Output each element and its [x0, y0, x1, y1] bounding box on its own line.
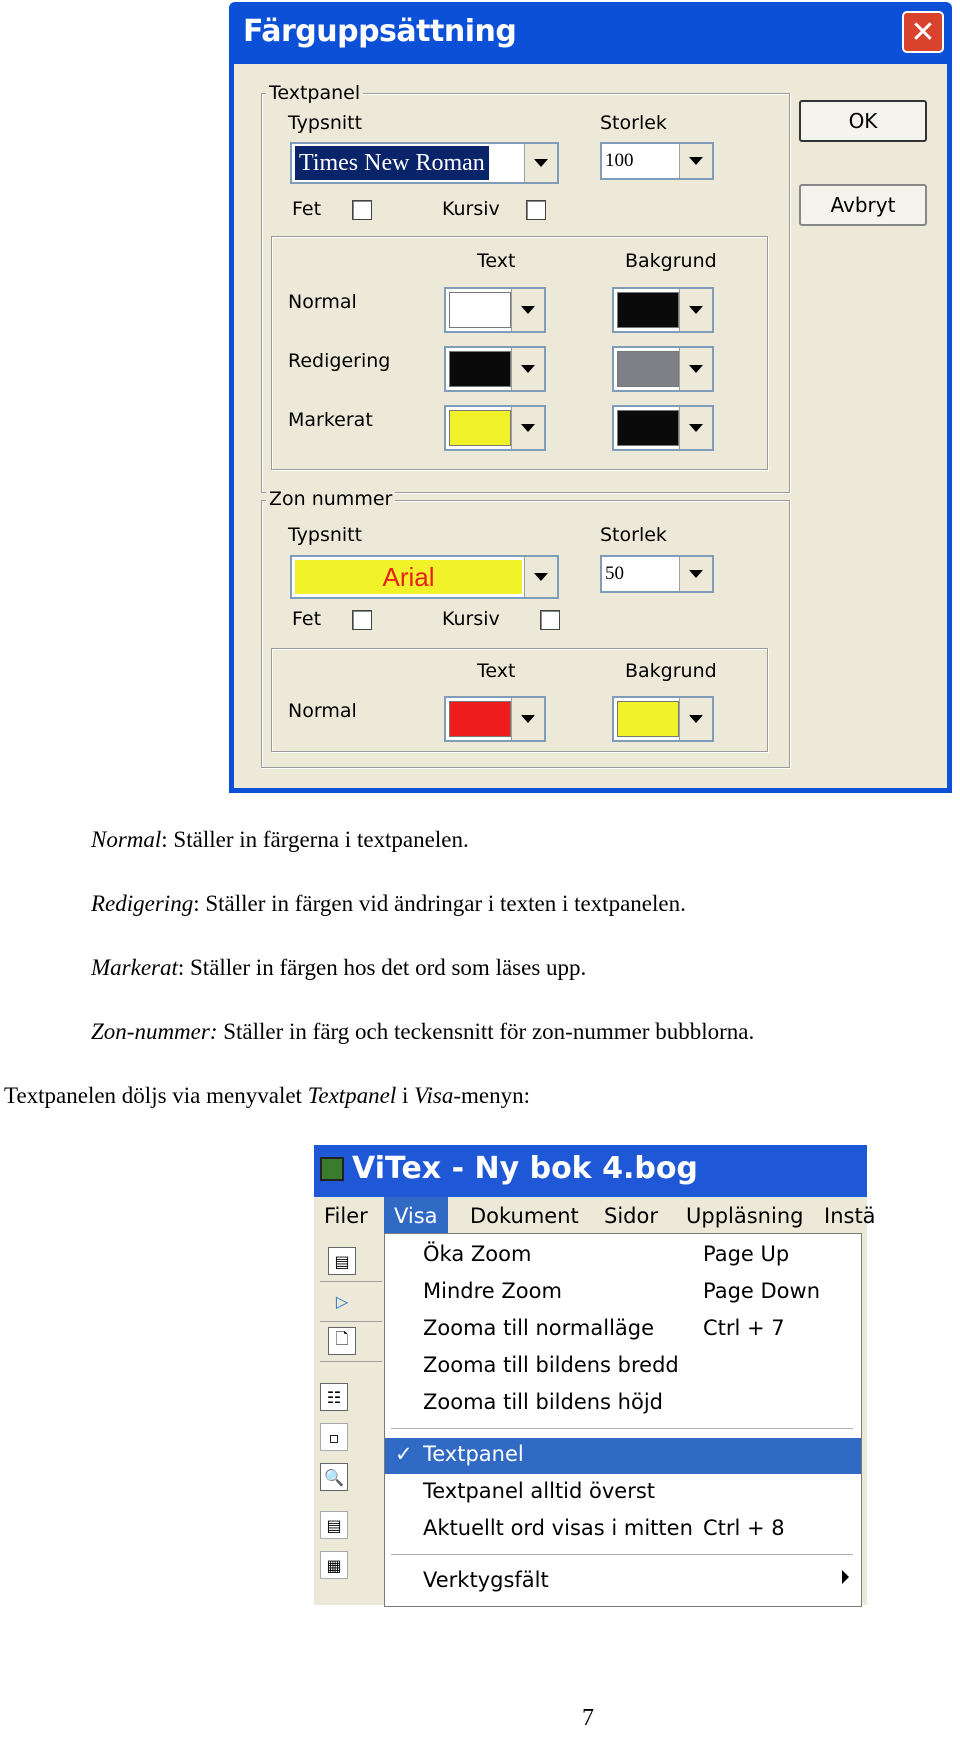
menu-item-label: Verktygsfält — [423, 1568, 549, 1592]
zone-font-select[interactable] — [290, 555, 559, 599]
chevron-down-icon[interactable] — [511, 407, 544, 449]
normal-description — [91, 827, 469, 853]
textpanel-font-label: Typsnitt — [288, 112, 363, 134]
new-file-icon[interactable]: 🗋 — [328, 1327, 356, 1355]
chevron-down-icon[interactable] — [679, 407, 712, 449]
chevron-down-icon[interactable] — [524, 144, 557, 182]
list-icon[interactable]: ☷ — [320, 1383, 348, 1411]
play-icon[interactable]: ▷ — [335, 1291, 349, 1311]
color-swatch — [617, 410, 679, 446]
zone-font-value: Arial — [295, 560, 522, 594]
visa-term2: Visa — [414, 1083, 454, 1108]
zone-row-label-normal: Normal — [288, 700, 357, 722]
color-swatch — [617, 701, 679, 737]
menu-item-verktygsfalt[interactable] — [385, 1564, 861, 1600]
textpanel-italic-checkbox[interactable] — [526, 200, 546, 220]
markerat-text: : Ställer in färgen hos det ord som läses upp. — [177, 955, 587, 980]
markerat-text-color-select[interactable] — [444, 405, 546, 451]
menu-item-label: Aktuellt ord visas i mitten — [423, 1516, 693, 1540]
normal-text: : Ställer in färgerna i textpanelen. — [161, 827, 469, 852]
menu-item-aktuellt-ord[interactable] — [385, 1512, 861, 1548]
visa-pre: Textpanelen döljs via menyvalet — [4, 1083, 308, 1108]
menu-item-label: Zooma till normalläge — [423, 1316, 655, 1340]
app-icon — [320, 1157, 344, 1181]
menu-item-label: Mindre Zoom — [423, 1279, 562, 1303]
chevron-down-icon[interactable] — [524, 557, 557, 597]
textpanel-size-label: Storlek — [600, 112, 667, 134]
textpanel-bold-checkbox[interactable] — [352, 200, 372, 220]
menu-upplasning[interactable]: Uppläsning — [686, 1204, 804, 1228]
chevron-down-icon[interactable] — [679, 557, 712, 591]
menu-item-label: Öka Zoom — [423, 1242, 532, 1266]
color-swatch — [449, 292, 511, 328]
color-swatch — [449, 701, 511, 737]
toolbar — [314, 1235, 388, 1605]
redigering-text: : Ställer in färgen vid ändringar i texten i textpanelen. — [193, 891, 686, 916]
cancel-button[interactable]: Avbryt — [799, 184, 927, 226]
toolbar-separator — [320, 1281, 382, 1282]
chevron-down-icon[interactable] — [511, 348, 544, 390]
textpanel-bold-label: Fet — [292, 198, 322, 220]
menu-item-zooma-bredd[interactable] — [385, 1349, 861, 1385]
normal-bg-color-select[interactable] — [612, 287, 714, 333]
zone-size-label: Storlek — [600, 524, 667, 546]
color-swatch — [617, 351, 679, 387]
row-label-redigering: Redigering — [288, 350, 391, 372]
visa-mid: i — [396, 1083, 415, 1108]
zone-font-label: Typsnitt — [288, 524, 363, 546]
app-title: ViTex - Ny bok 4.bog — [352, 1151, 698, 1186]
visa-description — [4, 1083, 530, 1109]
document-icon[interactable]: ▤ — [328, 1247, 356, 1275]
menu-item-label: Zooma till bildens bredd — [423, 1353, 679, 1377]
menu-item-shortcut: Ctrl + 7 — [703, 1316, 785, 1340]
menu-item-textpanel[interactable] — [385, 1438, 861, 1474]
zone-italic-checkbox[interactable] — [540, 610, 560, 630]
chevron-down-icon[interactable] — [679, 348, 712, 390]
textpanel-size-select[interactable] — [600, 142, 714, 180]
zon-text: Ställer in färg och teckensnitt för zon-nummer bubblorna. — [217, 1019, 755, 1044]
row-label-markerat: Markerat — [288, 409, 373, 431]
menu-item-mindre-zoom[interactable] — [385, 1275, 861, 1311]
textpanel-legend: Textpanel — [266, 82, 363, 104]
ok-button[interactable]: OK — [799, 100, 927, 142]
zon-term: Zon-nummer: — [91, 1019, 218, 1044]
markerat-term: Markerat — [91, 955, 178, 980]
app-titlebar — [314, 1145, 867, 1197]
menu-item-label: Zooma till bildens höjd — [423, 1390, 663, 1414]
normal-text-color-select[interactable] — [444, 287, 546, 333]
checkmark-icon: ✓ — [395, 1442, 413, 1466]
color-swatch — [449, 410, 511, 446]
menu-separator — [391, 1554, 853, 1555]
textpanel-font-select[interactable] — [290, 142, 559, 184]
textpanel-italic-label: Kursiv — [442, 198, 500, 220]
row-label-normal: Normal — [288, 291, 357, 313]
redigering-term: Redigering — [91, 891, 194, 916]
color-setup-dialog — [229, 2, 952, 793]
menu-dokument[interactable]: Dokument — [470, 1204, 579, 1228]
menu-sidor[interactable]: Sidor — [604, 1204, 658, 1228]
zon-description — [91, 1019, 754, 1045]
visa-menu — [384, 1233, 862, 1607]
menu-item-zooma-normal[interactable] — [385, 1312, 861, 1348]
menu-item-label: Textpanel alltid överst — [423, 1479, 656, 1503]
menu-item-textpanel-overst[interactable] — [385, 1475, 861, 1511]
toolbar-separator — [320, 1321, 382, 1322]
chevron-down-icon[interactable] — [511, 698, 544, 740]
color-swatch — [449, 351, 511, 387]
menu-item-shortcut: Page Up — [703, 1242, 790, 1266]
menubar — [314, 1197, 876, 1235]
menu-item-shortcut: Ctrl + 8 — [703, 1516, 785, 1540]
menu-item-zooma-hojd[interactable] — [385, 1386, 861, 1422]
zone-col-text: Text — [477, 660, 516, 682]
textpanel-size-value: 100 — [605, 150, 634, 171]
chevron-down-icon[interactable] — [679, 144, 712, 178]
visa-term1: Textpanel — [307, 1083, 397, 1108]
menu-item-label: Textpanel — [423, 1442, 524, 1466]
dialog-body — [234, 64, 947, 788]
zone-italic-label: Kursiv — [442, 608, 500, 630]
grid-icon[interactable]: ▦ — [320, 1551, 348, 1579]
redigering-bg-color-select[interactable] — [612, 346, 714, 392]
redigering-description — [91, 891, 686, 917]
markerat-bg-color-select[interactable] — [612, 405, 714, 451]
visa-post: -menyn: — [453, 1083, 531, 1108]
chevron-down-icon[interactable] — [511, 289, 544, 331]
menu-installningar[interactable]: Instä — [824, 1204, 876, 1228]
zone-bold-checkbox[interactable] — [352, 610, 372, 630]
toolbar-separator — [320, 1361, 382, 1362]
menu-separator — [391, 1428, 853, 1429]
submenu-arrow-icon — [842, 1570, 849, 1584]
chevron-down-icon[interactable] — [679, 698, 712, 740]
page-number: 7 — [582, 1705, 594, 1731]
zone-normal-bg-color-select[interactable] — [612, 696, 714, 742]
markerat-description — [91, 955, 586, 981]
textpanel-font-value: Times New Roman — [295, 146, 489, 180]
normal-term: Normal — [91, 827, 162, 852]
zone-bold-label: Fet — [292, 608, 322, 630]
text-page-icon[interactable]: ▤ — [320, 1511, 348, 1539]
chevron-down-icon[interactable] — [679, 289, 712, 331]
dialog-title: Färguppsättning — [243, 14, 517, 49]
magnifier-icon[interactable]: 🔍 — [320, 1463, 348, 1491]
menu-item-shortcut: Page Down — [703, 1279, 821, 1303]
zone-size-value: 50 — [605, 563, 624, 584]
zone-legend: Zon nummer — [266, 488, 395, 510]
zone-size-select[interactable] — [600, 555, 714, 593]
zone-col-bg: Bakgrund — [625, 660, 717, 682]
zone-normal-text-color-select[interactable] — [444, 696, 546, 742]
page-icon[interactable]: ▫ — [320, 1423, 348, 1451]
menu-visa[interactable]: Visa — [384, 1197, 448, 1235]
color-swatch — [617, 292, 679, 328]
close-icon[interactable]: ✕ — [902, 11, 944, 53]
vitex-window — [314, 1145, 876, 1605]
menu-item-oka-zoom[interactable] — [385, 1238, 861, 1274]
textpanel-col-bg: Bakgrund — [625, 250, 717, 272]
textpanel-col-text: Text — [477, 250, 516, 272]
redigering-text-color-select[interactable] — [444, 346, 546, 392]
menu-filer[interactable]: Filer — [324, 1204, 368, 1228]
